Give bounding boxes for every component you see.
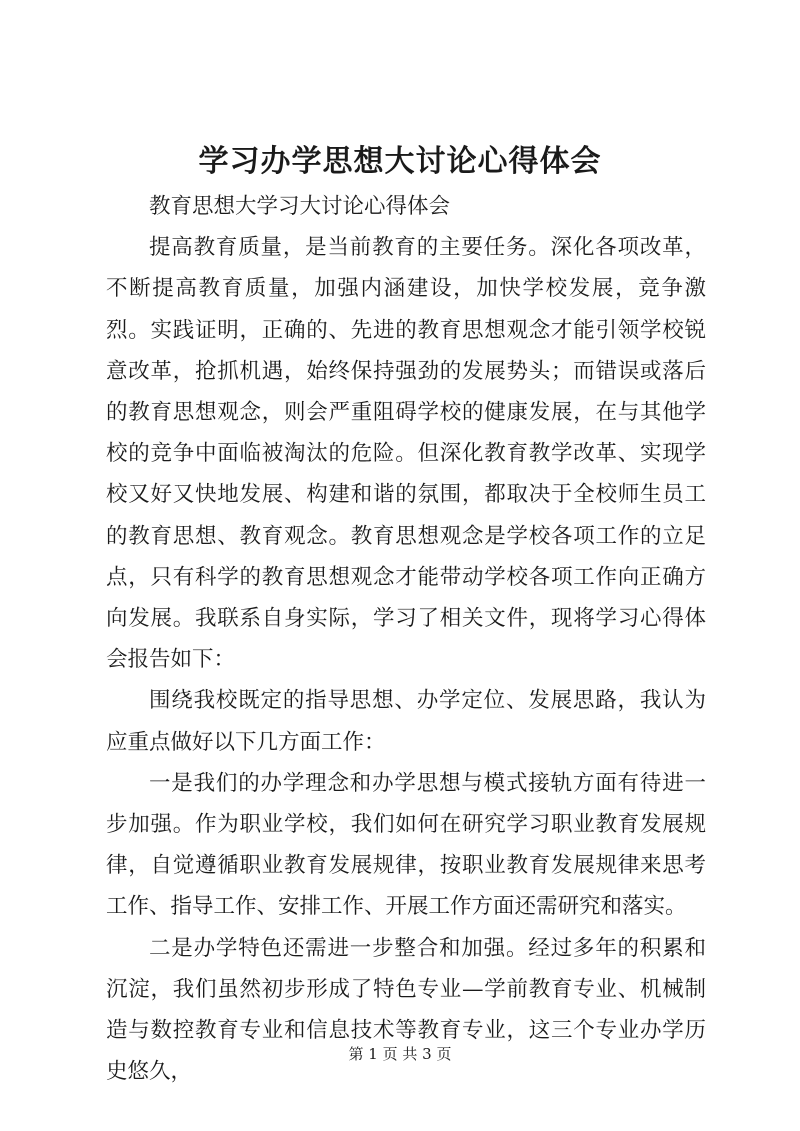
page-title: 学习办学思想大讨论心得体会 (198, 144, 602, 179)
body-paragraph: 二是办学特色还需进一步整合和加强。经过多年的积累和沉淀，我们虽然初步形成了特色专业—学前教育专业、机械制造与数控教育专业和信息技术等教育专业，这三个专业办学历史悠久， (106, 935, 706, 1085)
body-paragraph: 提高教育质量，是当前教育的主要任务。深化各项改革，不断提高教育质量，加强内涵建设，加快学校发展，竞争激烈。实践证明，正确的、先进的教育思想观念才能引领学校锐意改革，抢抓机遇，始终保持强劲的发展势头；而错误或落后的教育思想观念，则会严重阻碍学校的健康发展，在与其他学校的竞争中面临被淘汰的危险。但深化教育教学改革、实现学校又好又快地发展、构建和谐的氛围，都取决于全校师生员工的教育思想、教育观念。教育思想观念是学校各项工作的立足点，只有科学的教育思想观念才能带动学校各项工作向正确方向发展。我联系自身实际，学习了相关文件，现将学习心得体会报告如下： (106, 235, 706, 673)
page-footer: 第 1 页 共 3 页 (348, 1045, 452, 1063)
document-body (106, 186, 706, 1092)
subtitle-paragraph: 教育思想大学习大讨论心得体会 (149, 194, 451, 219)
body-paragraph: 围绕我校既定的指导思想、办学定位、发展思路，我认为应重点做好以下几方面工作： (106, 688, 706, 755)
body-paragraph: 一是我们的办学理念和办学思想与模式接轨方面有待进一步加强。作为职业学校，我们如何在研究学习职业教育发展规律，自觉遵循职业教育发展规律，按职业教育发展规律来思考工作、指导工作、安排工作、开展工作方面还需研究和落实。 (106, 770, 706, 920)
